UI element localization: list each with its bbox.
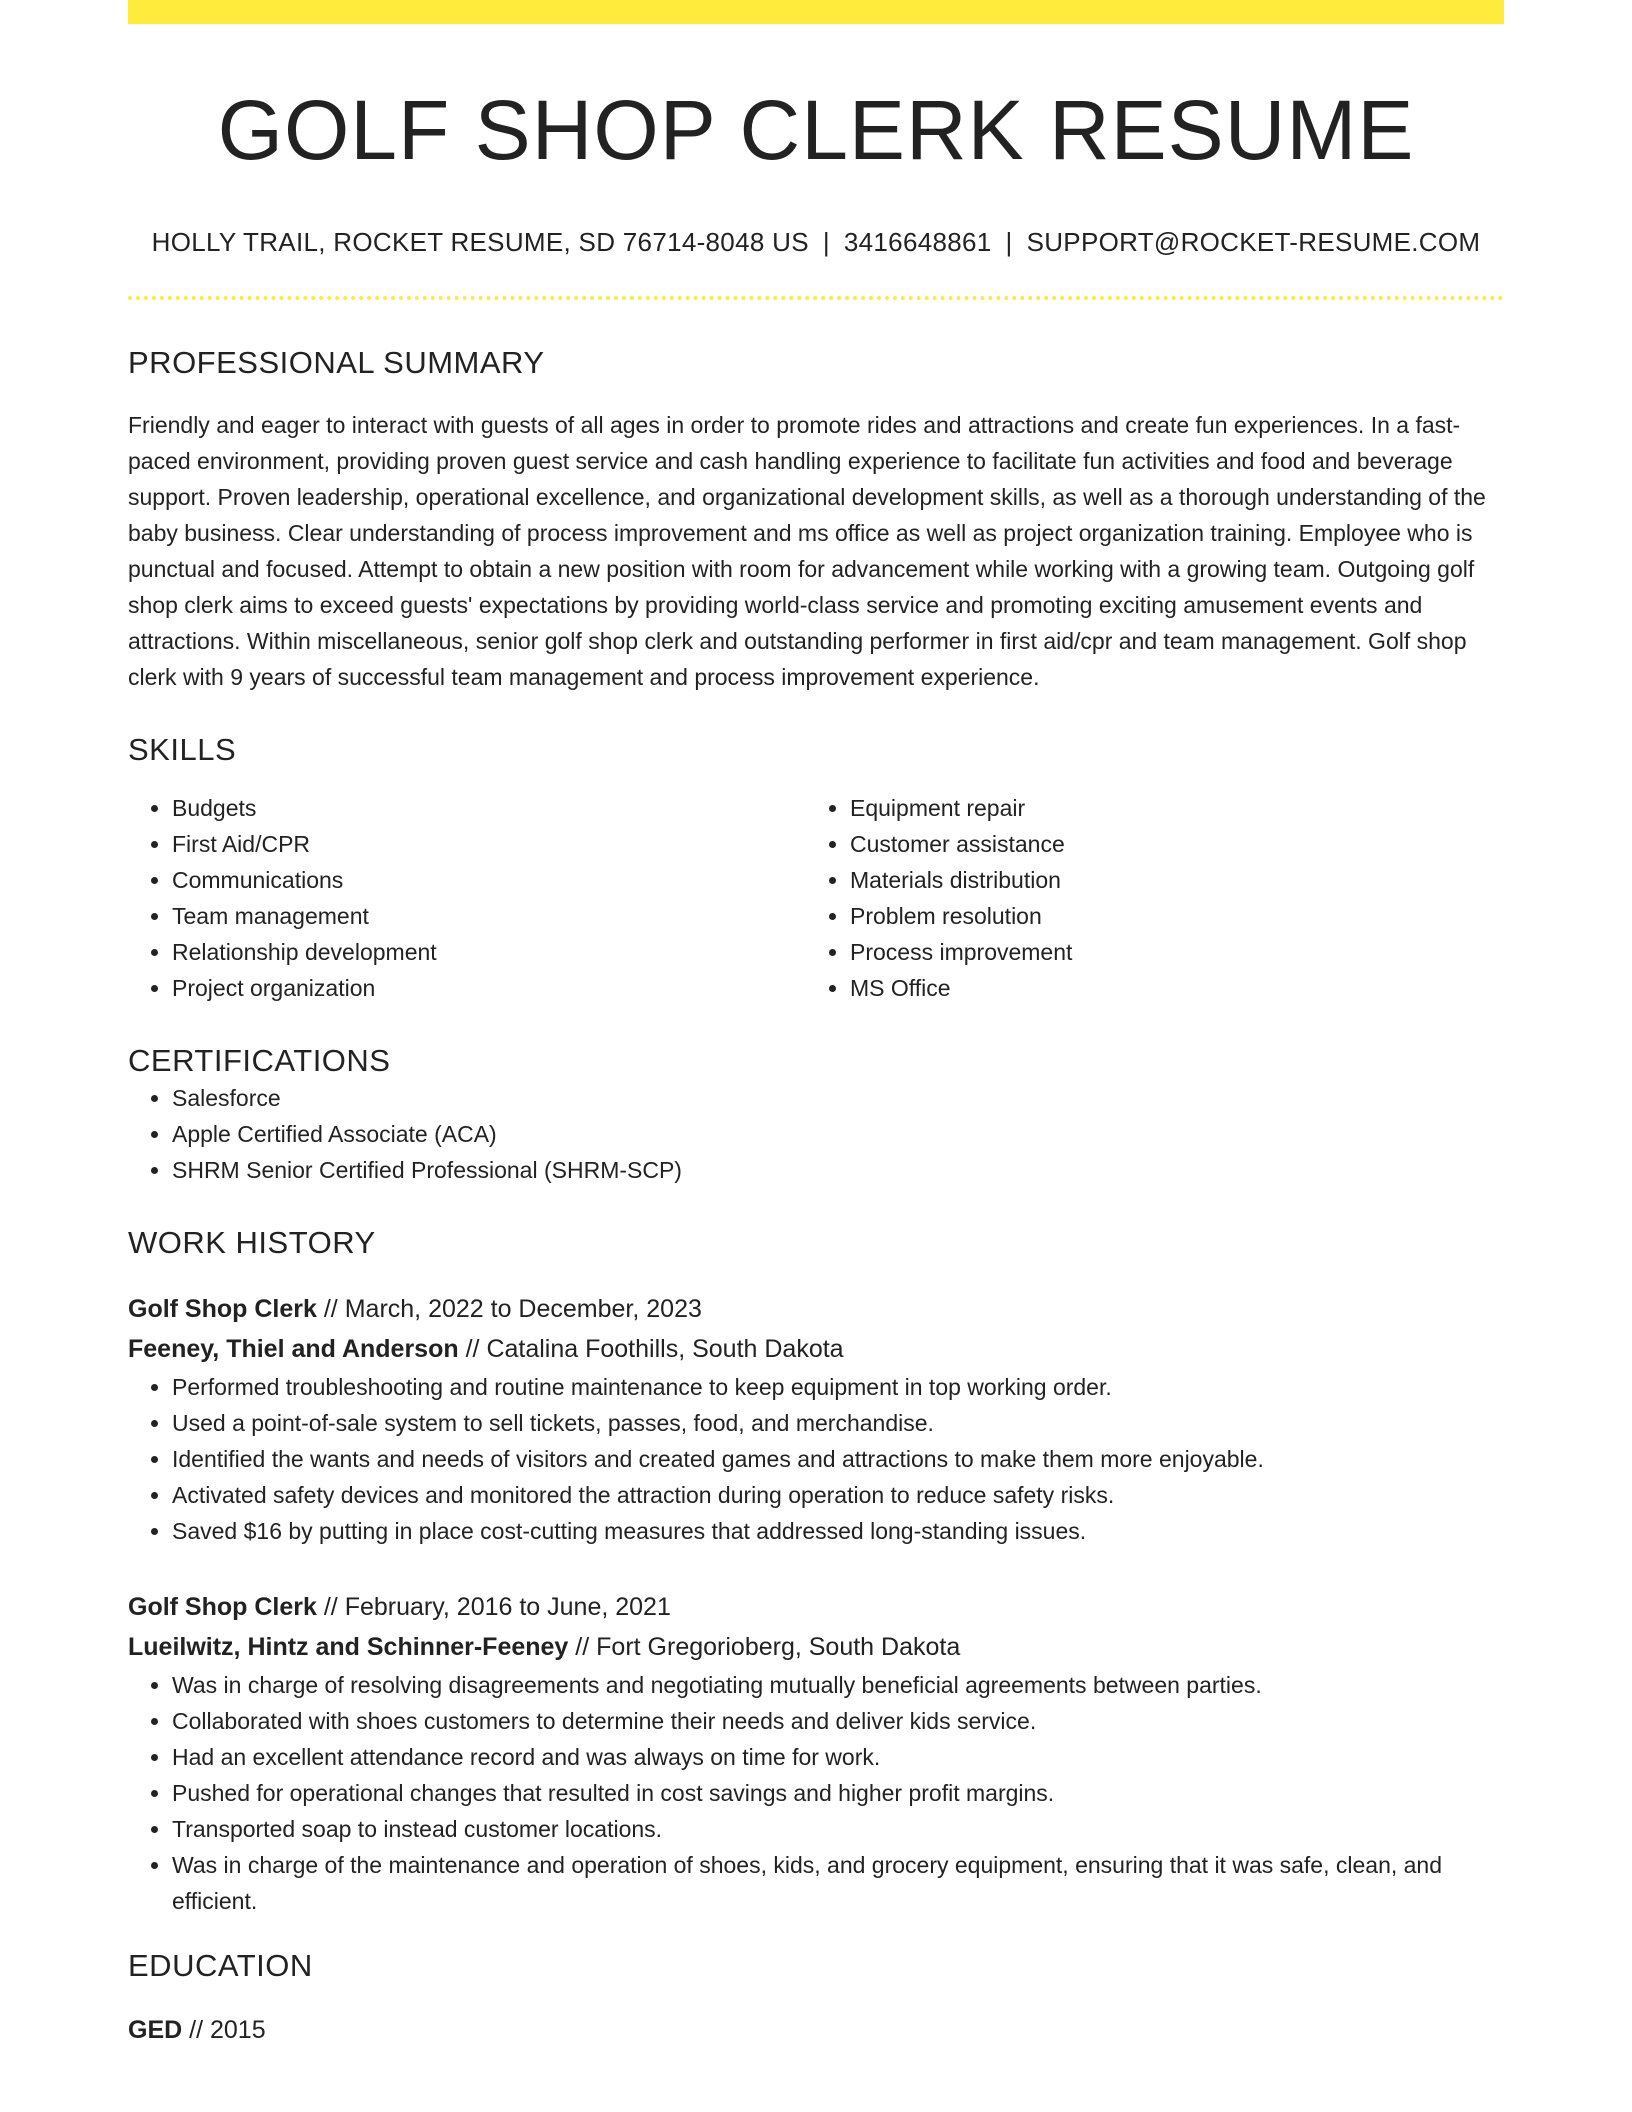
job-dates: March, 2022 to December, 2023	[344, 1294, 702, 1323]
certification-item: • Apple Certified Associate (ACA)	[172, 1116, 1504, 1152]
job-duties-list	[128, 1369, 1504, 1549]
resume-page	[128, 0, 1504, 2050]
skill-item: • Process improvement	[850, 934, 1484, 970]
summary-text: Friendly and eager to interact with guests of all ages in order to promote rides and attractions and create fun experiences. In a fast-paced environment, providing proven guest service and cash handling experience to facilitate fun activities and food and beverage support. Proven leadership, operational excellence, and organizational development skills, as well as a thorough understanding of the baby business. Clear understanding of process improvement and ms office as well as project organization training. Employee who is punctual and focused. Attempt to obtain a new position with room for advancement while working with a growing team. Outgoing golf shop clerk aims to exceed guests' expectations by providing world-class service and promoting exciting amusement events and attractions. Within miscellaneous, senior golf shop clerk and outstanding performer in first aid/cpr and team management. Golf shop clerk with 9 years of successful team management and process improvement experience.	[128, 412, 1486, 691]
certification-item: • Salesforce	[172, 1080, 1504, 1116]
job-duty: • Used a point-of-sale system to sell tickets, passes, food, and merchandise.	[172, 1405, 1504, 1441]
job-duties-list	[128, 1667, 1504, 1919]
contact-line	[128, 227, 1504, 258]
job-duty: • Activated safety devices and monitored the attraction during operation to reduce safety risks.	[172, 1477, 1504, 1513]
job-duty: • Pushed for operational changes that resulted in cost savings and higher profit margins.	[172, 1775, 1504, 1811]
contact-separator: |	[1005, 226, 1013, 257]
skill-item: • Relationship development	[172, 934, 806, 970]
job-dates: February, 2016 to June, 2021	[344, 1592, 671, 1621]
skill-item: • Problem resolution	[850, 898, 1484, 934]
job-duty: • Had an excellent attendance record and was always on time for work.	[172, 1739, 1504, 1775]
job-location: Catalina Foothills, South Dakota	[486, 1334, 844, 1363]
job-company: Lueilwitz, Hintz and Schinner-Feeney	[128, 1632, 569, 1661]
skill-item: • Team management	[172, 898, 806, 934]
job-duty: • Performed troubleshooting and routine maintenance to keep equipment in top working order.	[172, 1369, 1504, 1405]
resume-title: GOLF SHOP CLERK RESUME	[217, 83, 1415, 177]
skills-list-right	[806, 790, 1484, 1006]
job-duty: • Was in charge of the maintenance and operation of shoes, kids, and grocery equipment, ensuring that it was safe, clean, and efficient.	[172, 1847, 1504, 1919]
contact-email: SUPPORT@ROCKET-RESUME.COM	[1026, 226, 1481, 257]
job-duty: • Identified the wants and needs of visitors and created games and attractions to make them more enjoyable.	[172, 1441, 1504, 1477]
education-line	[128, 2010, 1504, 2050]
certifications-heading: CERTIFICATIONS	[128, 1043, 391, 1079]
job-divider: //	[575, 1632, 590, 1661]
summary-heading: PROFESSIONAL SUMMARY	[128, 344, 545, 380]
job-entry	[128, 1587, 1504, 1919]
dotted-divider	[128, 296, 1504, 300]
skills-column-left	[128, 790, 806, 1006]
skill-item: • First Aid/CPR	[172, 826, 806, 862]
top-accent-bar	[128, 0, 1504, 24]
job-title: Golf Shop Clerk	[128, 1592, 317, 1621]
skill-item: • MS Office	[850, 970, 1484, 1006]
certification-item: • SHRM Senior Certified Professional (SHRM-SCP)	[172, 1152, 1504, 1188]
job-duty: • Collaborated with shoes customers to determine their needs and deliver kids service.	[172, 1703, 1504, 1739]
skills-column-right	[806, 790, 1484, 1006]
contact-phone: 3416648861	[843, 226, 992, 257]
skill-item: • Project organization	[172, 970, 806, 1006]
skill-item: • Customer assistance	[850, 826, 1484, 862]
job-company-line	[128, 1329, 1504, 1369]
skill-item: • Budgets	[172, 790, 806, 826]
skills-heading: SKILLS	[128, 732, 237, 768]
contact-address: HOLLY TRAIL, ROCKET RESUME, SD 76714-8048 US	[151, 226, 809, 257]
job-duty: • Saved $16 by putting in place cost-cutting measures that addressed long-standing issues.	[172, 1513, 1504, 1549]
job-divider: //	[323, 1592, 338, 1621]
skills-grid	[128, 790, 1504, 1006]
job-divider: //	[465, 1334, 480, 1363]
job-company-line	[128, 1627, 1504, 1667]
work-history-heading: WORK HISTORY	[128, 1224, 376, 1260]
skill-item: • Equipment repair	[850, 790, 1484, 826]
contact-separator: |	[822, 226, 830, 257]
job-title-line	[128, 1289, 1504, 1329]
education-heading: EDUCATION	[128, 1947, 313, 1983]
job-location: Fort Gregorioberg, South Dakota	[596, 1632, 961, 1661]
certifications-list	[128, 1080, 1504, 1188]
skills-list-left	[128, 790, 806, 1006]
job-duty: • Transported soap to instead customer locations.	[172, 1811, 1504, 1847]
job-title-line	[128, 1587, 1504, 1627]
skill-item: • Communications	[172, 862, 806, 898]
education-divider: //	[189, 2015, 204, 2044]
skill-item: • Materials distribution	[850, 862, 1484, 898]
job-duty: • Was in charge of resolving disagreements and negotiating mutually beneficial agreements between parties.	[172, 1667, 1504, 1703]
job-entry	[128, 1289, 1504, 1549]
job-title: Golf Shop Clerk	[128, 1294, 317, 1323]
education-degree: GED	[128, 2015, 183, 2044]
education-year: 2015	[210, 2015, 266, 2044]
job-company: Feeney, Thiel and Anderson	[128, 1334, 459, 1363]
job-divider: //	[323, 1294, 338, 1323]
